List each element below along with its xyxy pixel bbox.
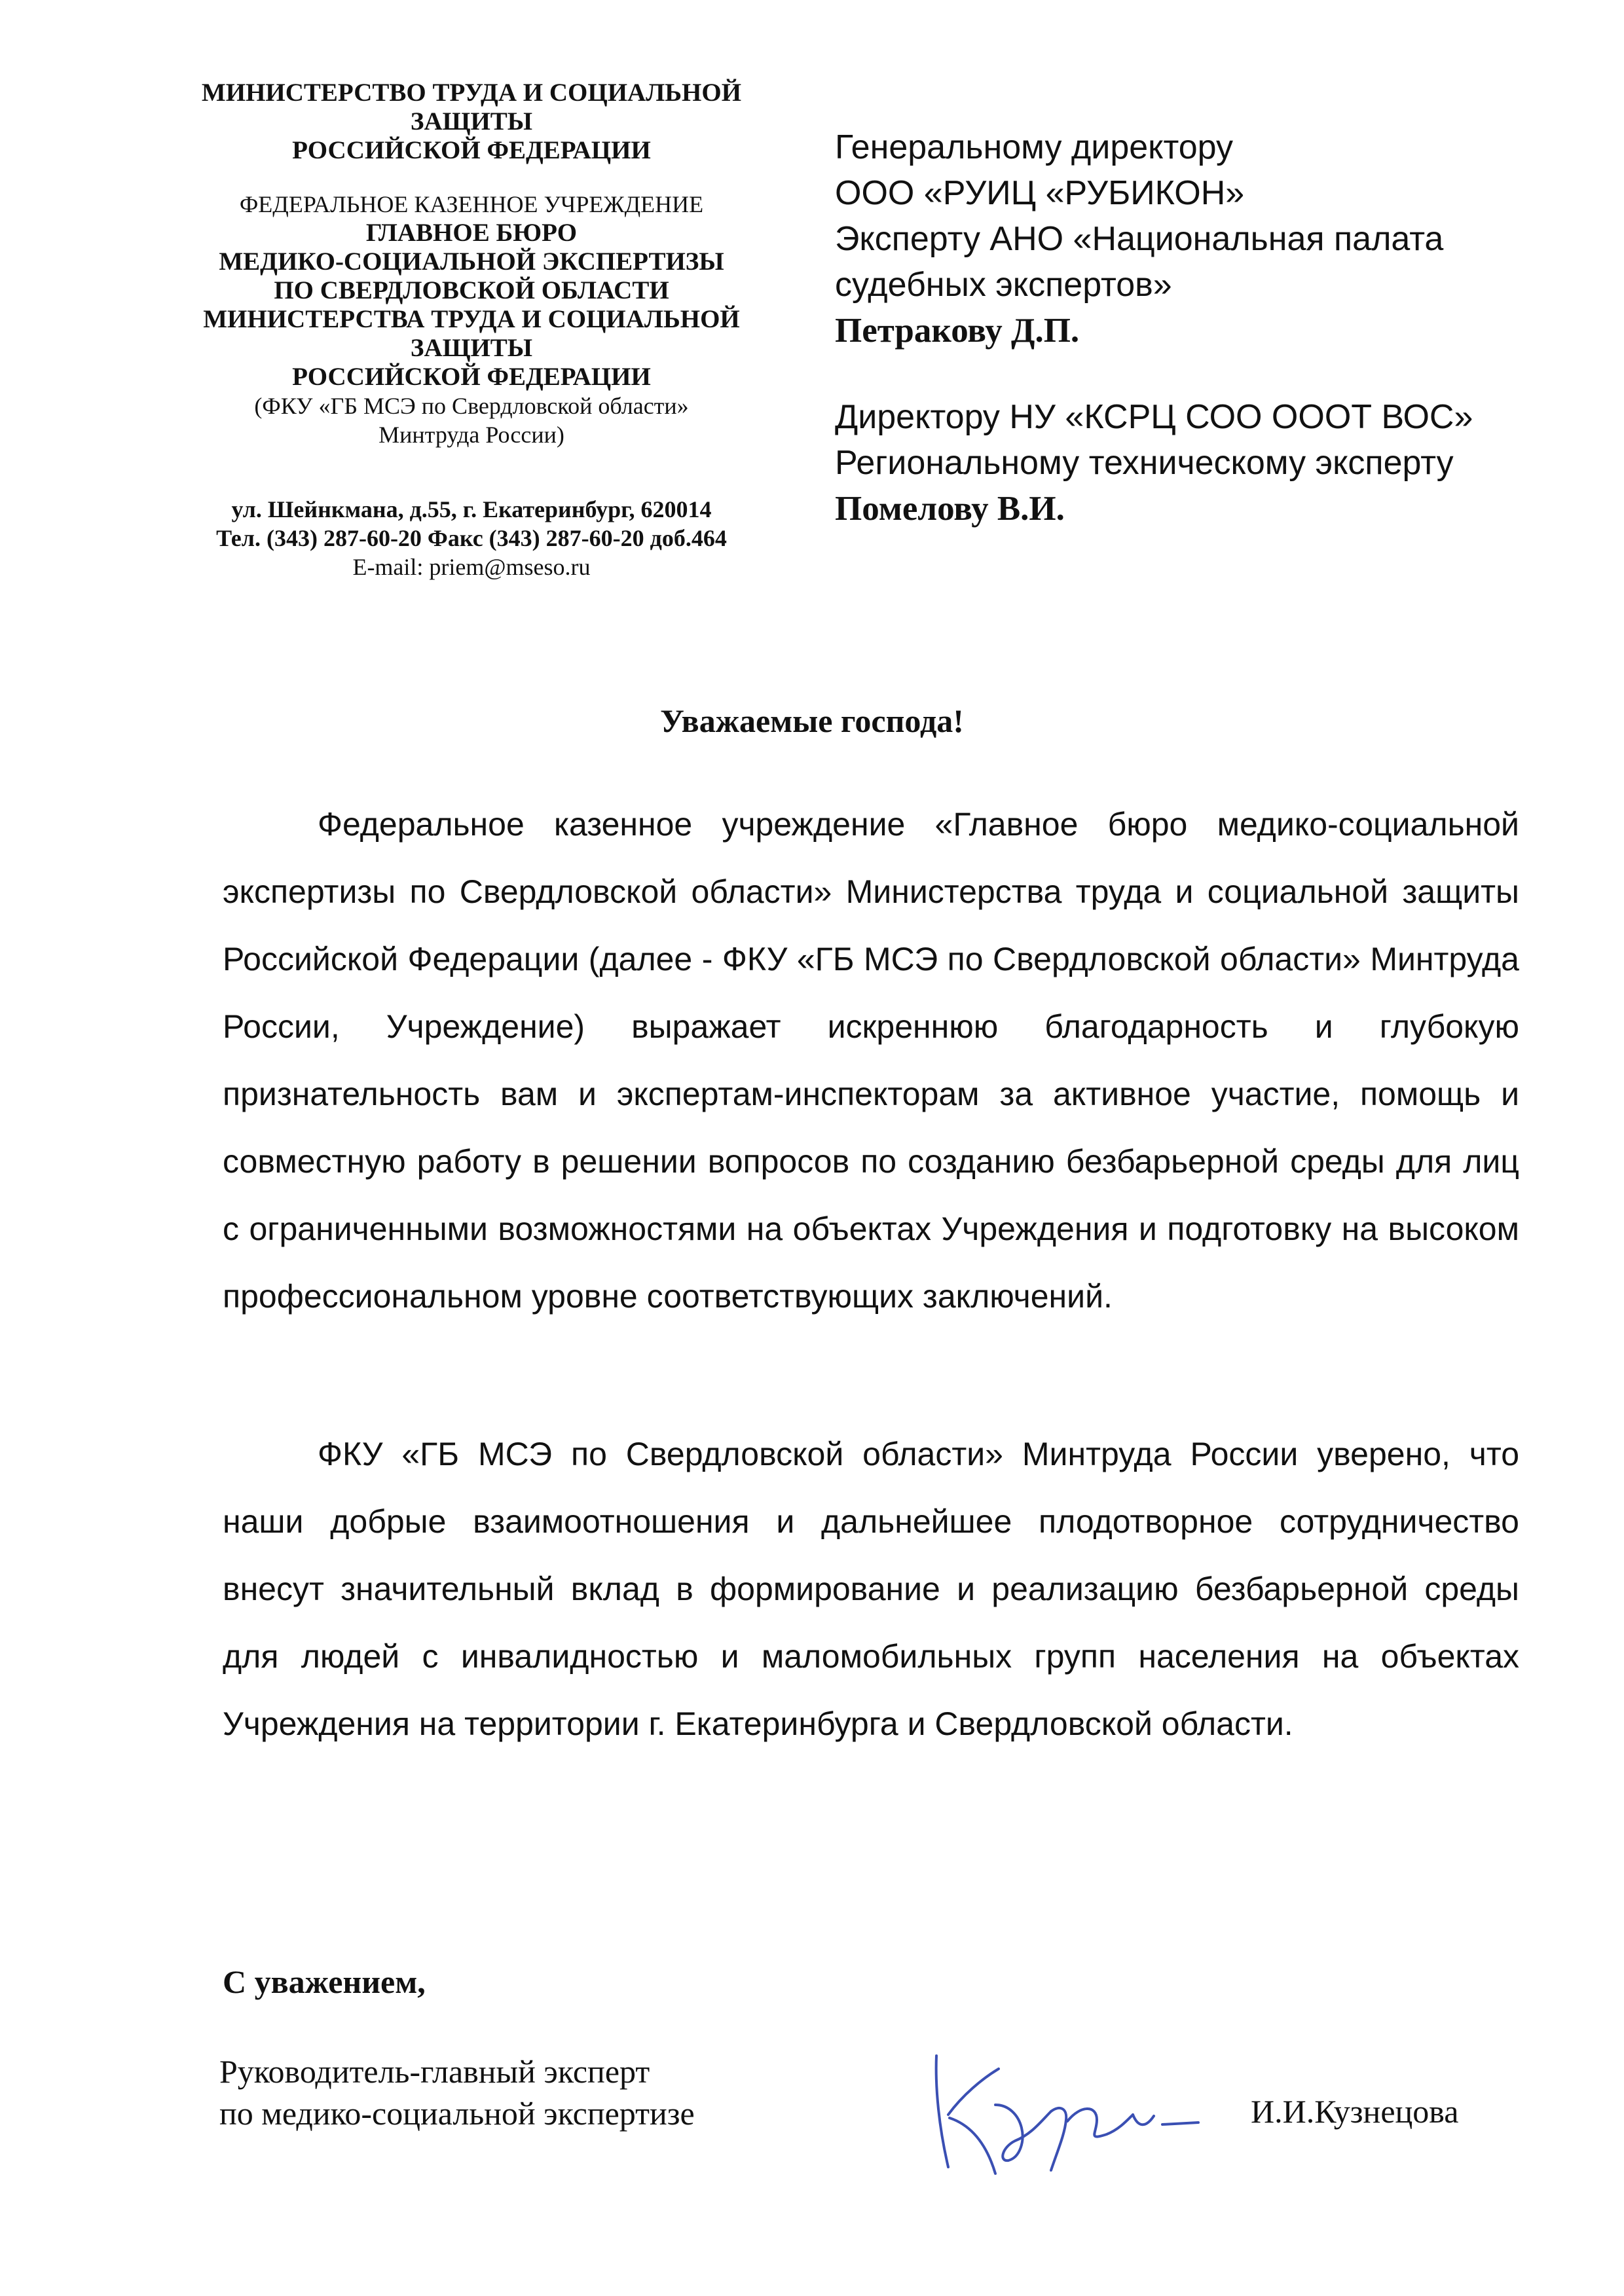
recipient-line: ООО «РУИЦ «РУБИКОН» [835,174,1245,212]
recipient-line: Генеральному директору [835,128,1233,166]
sender-email: E-mail: priem@mseso.ru [352,554,591,580]
bureau-line: ЗАЩИТЫ [410,334,533,362]
closing-regards: С уважением, [223,1963,426,2000]
recipient-line: Эксперту АНО «Национальная палата [835,220,1444,258]
sender-address: ул. Шейнкмана, д.55, г. Екатеринбург, 620014 [231,496,712,522]
ministry-line: ЗАЩИТЫ [410,107,533,136]
position-line: по медико-социальной экспертизе [219,2095,695,2132]
body-paragraph-1 [223,791,1519,1330]
short-name: (ФКУ «ГБ МСЭ по Свердловской области» [254,393,689,419]
recipient-name: Петракову Д.П. [835,312,1080,350]
recipient-line: судебных экспертов» [835,266,1172,304]
recipient-line: Директору НУ «КСРЦ СОО ОООТ ВОС» [835,398,1473,436]
recipients-block [835,124,1595,532]
sender-phones: Тел. (343) 287-60-20 Факс (343) 287-60-20 доб.464 [216,525,727,551]
recipient-name: Помелову В.И. [835,490,1065,528]
bureau-line: РОССИЙСКОЙ ФЕДЕРАЦИИ [292,363,651,391]
bureau-line: ГЛАВНОЕ БЮРО [365,219,578,247]
recipient-line: Региональному техническому эксперту [835,444,1454,482]
paragraph-text: ФКУ «ГБ МСЭ по Свердловской области» Минтруда России уверено, что наши добрые взаимоотношения и дальнейшее плодотворное сотрудничество внесут значительный вклад в формирование и реализацию безбарьерной среды для людей с инвалидностью и маломобильных групп населения на объектах Учреждения на территории г. Екатеринбурга и Свердловской области. [223,1436,1519,1742]
short-name: Минтруда России) [378,422,564,448]
salutation: Уважаемые господа! [660,702,964,739]
bureau-line: МЕДИКО-СОЦИАЛЬНОЙ ЭКСПЕРТИЗЫ [219,247,724,276]
bureau-line: ПО СВЕРДЛОВСКОЙ ОБЛАСТИ [274,276,669,304]
signatory-name: И.И.Кузнецова [1251,2093,1459,2130]
ministry-line: МИНИСТЕРСТВО ТРУДА И СОЦИАЛЬНОЙ [201,79,742,107]
bureau-line: МИНИСТЕРСТВА ТРУДА И СОЦИАЛЬНОЙ [203,305,740,333]
institution-type: ФЕДЕРАЛЬНОЕ КАЗЕННОЕ УЧРЕЖДЕНИЕ [239,191,704,217]
signer-position [219,2050,695,2134]
body-paragraph-2 [223,1421,1519,1758]
position-line: Руководитель-главный эксперт [219,2053,650,2090]
paragraph-text: Федеральное казенное учреждение «Главное бюро медико-социальной экспертизы по Свердловской области» Министерства труда и социальной защиты Российской Федерации (далее - ФКУ «ГБ МСЭ по Свердловской области» Минтруда России, Учреждение) выражает искреннюю благодарность и глубокую признательность вам и экспертам-инспекторам за активное участие, помощь и совместную работу в решении вопросов по созданию безбарьерной среды для лиц с ограниченными возможностями на объектах Учреждения и подготовку на высоком профессиональном уровне соответствующих заключений. [223,806,1519,1315]
ministry-line: РОССИЙСКОЙ ФЕДЕРАЦИИ [292,136,651,164]
sender-header [157,79,786,581]
handwritten-signature [910,2043,1251,2187]
